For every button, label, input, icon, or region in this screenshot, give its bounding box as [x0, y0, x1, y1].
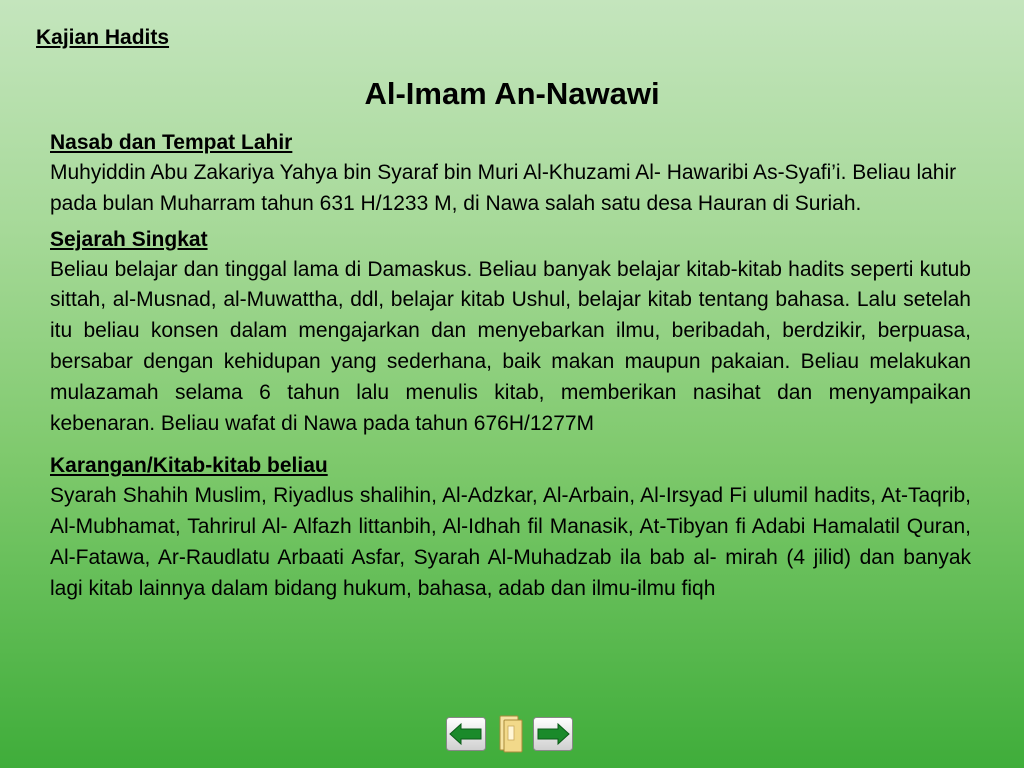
- arrow-left-icon: [446, 714, 486, 754]
- page-title: Al-Imam An-Nawawi: [364, 76, 660, 111]
- section-body-karangan: Syarah Shahih Muslim, Riyadlus shalihin, Al-Adzkar, Al-Arbain, Al-Irsyad Fi ulumil hadits, At-Taqrib, Al-Mubhamat, Tahrirul Al- Alfazh littanbih, Al-Idhah fil Manasik, At-Tibyan fi Adabi Hamalatil Quran, Al-Fatawa, Ar-Raudlatu Arbaati Asfar, Syarah Al-Muhadzab ila bab al- mirah (4 jilid) dan banyak lagi kitab lainnya dalam bidang hukum, bahasa, adab dan ilmu-ilmu fiqh: [50, 484, 971, 600]
- section-nasab: [50, 128, 971, 220]
- section-heading-nasab: Nasab dan Tempat Lahir: [50, 131, 293, 154]
- section-body-sejarah: Beliau belajar dan tinggal lama di Damaskus. Beliau banyak belajar kitab-kitab hadits seperti kutub sittah, al-Musnad, al-Muwattha, ddl, belajar kitab Ushul, belajar kitab tentang bahasa. Lalu setelah itu beliau konsen dalam mengajarkan dan menyebarkan ilmu, beribadah, berdzikir, berpuasa, bersabar dengan kehidupan yang sederhana, baik makan maupun pakaian. Beliau melakukan mulazamah selama 6 tahun lalu menulis kitab, memberikan nasihat dan menyampaikan kebenaran. Beliau wafat di Nawa pada tahun 676H/1277M: [50, 257, 971, 435]
- home-button[interactable]: [494, 714, 534, 754]
- next-button[interactable]: [533, 714, 573, 754]
- arrow-right-icon: [533, 714, 573, 754]
- content-area: [50, 128, 971, 605]
- section-heading-karangan: Karangan/Kitab-kitab beliau: [50, 454, 328, 478]
- back-button[interactable]: [446, 714, 486, 754]
- header-title: Kajian Hadits: [36, 26, 170, 49]
- folder-icon: [494, 714, 528, 754]
- slide-navigation: [446, 714, 576, 754]
- section-sejarah: [50, 225, 971, 440]
- section-heading-sejarah: Sejarah Singkat: [50, 227, 208, 251]
- section-karangan: [50, 451, 971, 604]
- section-body-nasab: Muhyiddin Abu Zakariya Yahya bin Syaraf bin Muri Al-Khuzami Al- Hawaribi As-Syafi’i. Beliau lahir pada bulan Muharram tahun 631 H/1233 M, di Nawa salah satu desa Hauran di Suriah.: [50, 161, 957, 215]
